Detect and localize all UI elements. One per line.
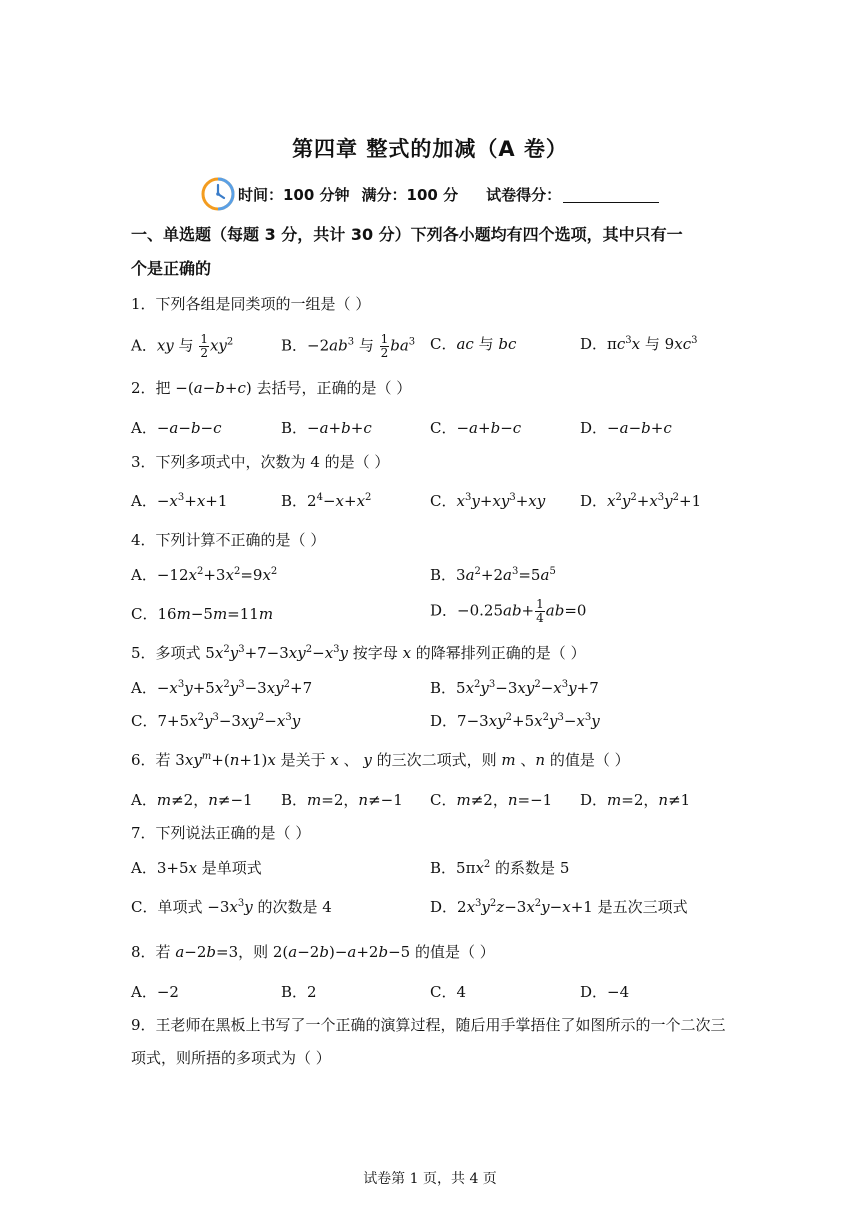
q5-option-d[interactable]: D．$7-3xy^2+5x^2y^3-x^3y$ xyxy=(430,712,600,730)
q8-option-b[interactable]: B．2 xyxy=(281,983,317,1001)
q3-option-d[interactable]: D．$x^2y^2+x^3y^2+1$ xyxy=(580,492,702,510)
question-3: 3．下列多项式中，次数为 4 的是（ ） xyxy=(131,453,390,471)
q2-option-d[interactable]: D．−a−b+c xyxy=(580,419,672,437)
question-6: 6．若 $3xy^m+(n+1)x$ 是关于 x 、 y 的三次二项式，则 m 、n 的值是（ ） xyxy=(131,751,630,769)
question-7: 7．下列说法正确的是（ ） xyxy=(131,824,311,842)
clock-icon xyxy=(200,176,236,212)
question-9-line2: 项式，则所捂的多项式为（ ） xyxy=(131,1049,331,1067)
q3-option-b[interactable]: B．$2^4-x+x^2$ xyxy=(281,492,372,510)
score-label: 试卷得分： xyxy=(486,185,562,204)
q4-option-d[interactable]: D．−0.25ab+ $\frac{1}{4}$ ab=0 xyxy=(430,597,587,625)
q6-option-c[interactable]: C．m≠2，n=−1 xyxy=(430,791,553,809)
q1-option-d[interactable]: D．$\pi c^3x$ 与 $9xc^3$ xyxy=(580,335,698,353)
q7-option-b[interactable]: B．$5\pi x^2$ 的系数是 5 xyxy=(430,859,570,877)
q2-option-a[interactable]: A．−a−b−c xyxy=(131,419,222,437)
full-score: 满分：100 分 xyxy=(361,185,459,204)
page-footer: 试卷第 1 页，共 4 页 xyxy=(363,1171,497,1187)
q4-option-a[interactable]: A．$-12x^2+3x^2=9x^2$ xyxy=(131,566,278,584)
q6-option-a[interactable]: A．m≠2，n≠−1 xyxy=(131,791,253,809)
question-4: 4．下列计算不正确的是（ ） xyxy=(131,531,326,549)
q3-option-a[interactable]: A．$-x^3+x+1$ xyxy=(131,492,228,510)
q8-option-a[interactable]: A．−2 xyxy=(131,983,179,1001)
q7-option-d[interactable]: D．$2x^3y^2z-3x^2y-x+1$ 是五次三项式 xyxy=(430,898,688,916)
q2-option-b[interactable]: B．−a+b+c xyxy=(281,419,372,437)
page-title: 第四章 整式的加减（A 卷） xyxy=(292,137,568,161)
q3-option-c[interactable]: C．$x^3y+xy^3+xy$ xyxy=(430,492,546,510)
q1-option-c[interactable]: C．ac 与 bc xyxy=(430,335,517,353)
exam-meta xyxy=(200,176,659,212)
q1-option-a[interactable]: A．xy 与 $\frac{1}{2}$ $xy^2$ xyxy=(131,332,234,360)
question-2: 2．把 −(a−b+c) 去括号，正确的是（ ） xyxy=(131,379,412,397)
q7-option-c[interactable]: C．单项式 $-3x^3y$ 的次数是 4 xyxy=(131,898,332,916)
section-heading xyxy=(131,218,736,286)
question-1: 1．下列各组是同类项的一组是（ ） xyxy=(131,295,371,313)
score-blank[interactable] xyxy=(563,186,659,203)
section-heading-line1: 一、单选题（每题 3 分，共计 30 分）下列各小题均有四个选项，其中只有一 xyxy=(131,225,683,244)
q4-option-c[interactable]: C．16m−5m=11m xyxy=(131,605,274,623)
q6-option-d[interactable]: D．m=2，n≠1 xyxy=(580,791,691,809)
q8-option-c[interactable]: C．4 xyxy=(430,983,467,1001)
q1-option-b[interactable]: B．$-2ab^3$ 与 $\frac{1}{2}$ $ba^3$ xyxy=(281,332,416,360)
section-heading-line2: 个是正确的 xyxy=(131,259,212,278)
q5-option-b[interactable]: B．$5x^2y^3-3xy^2-x^3y+7$ xyxy=(430,679,599,697)
question-9: 9．王老师在黑板上书写了一个正确的演算过程，随后用手掌捂住了如图所示的一个二次三 xyxy=(131,1016,726,1034)
question-5: 5．多项式 $5x^2y^3+7-3xy^2-x^3y$ 按字母 x 的降幂排列正确的是（ ） xyxy=(131,644,586,662)
q2-option-c[interactable]: C．−a+b−c xyxy=(430,419,522,437)
q6-option-b[interactable]: B．m=2，n≠−1 xyxy=(281,791,403,809)
q5-option-a[interactable]: A．$-x^3y+5x^2y^3-3xy^2+7$ xyxy=(131,679,313,697)
q8-option-d[interactable]: D．−4 xyxy=(580,983,630,1001)
time-limit: 时间：100 分钟 xyxy=(238,185,350,204)
q4-option-b[interactable]: B．$3a^2+2a^3=5a^5$ xyxy=(430,566,556,584)
question-8: 8．若 a−2b=3，则 2(a−2b)−a+2b−5 的值是（ ） xyxy=(131,943,495,961)
q7-option-a[interactable]: A．3+5x 是单项式 xyxy=(131,859,262,877)
q5-option-c[interactable]: C．$7+5x^2y^3-3xy^2-x^3y$ xyxy=(131,712,301,730)
